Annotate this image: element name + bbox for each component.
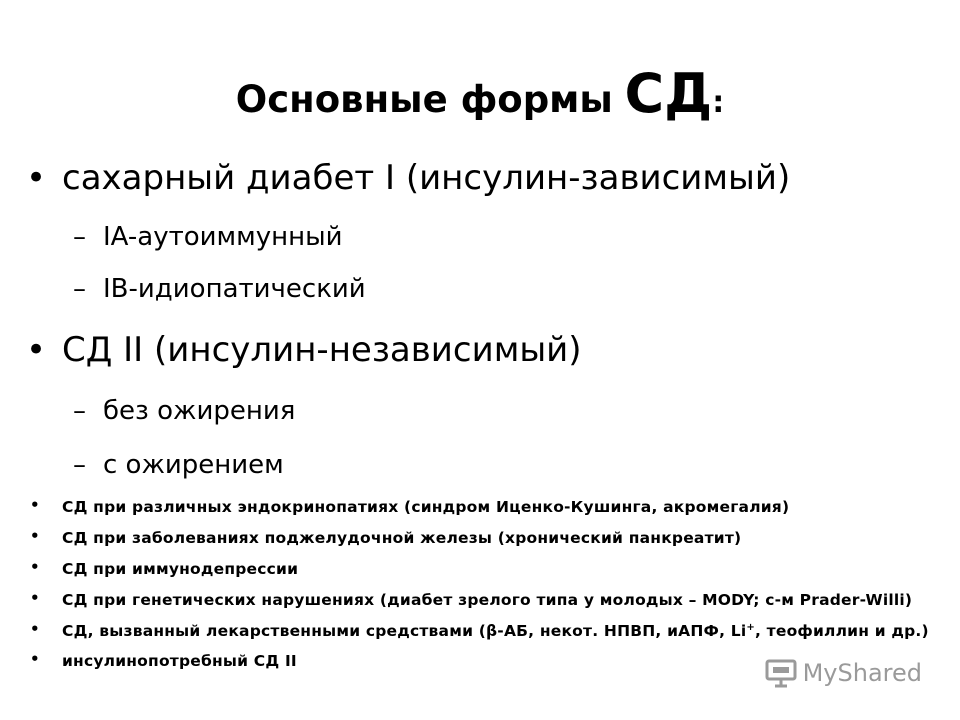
list-item — [30, 589, 913, 609]
slide-title-abbr: СД — [624, 62, 713, 125]
list-item-text: СД при различных эндокринопатиях (синдром Иценко-Кушинга, акромегалия) — [62, 498, 790, 516]
list-item — [30, 650, 297, 670]
list-item-text: СД при заболеваниях поджелудочной железы (хронический панкреатит) — [62, 529, 742, 547]
list-item — [30, 496, 790, 516]
bullet-marker: • — [30, 496, 40, 514]
watermark-text: MyShared — [802, 659, 922, 687]
list-item — [73, 222, 343, 252]
dash-marker: – — [73, 222, 86, 252]
slide-title-main: Основные формы — [235, 78, 613, 121]
list-item-text: сахарный диабет I (инсулин-зависимый) — [62, 158, 791, 198]
dash-marker: – — [73, 274, 86, 304]
dash-marker: – — [73, 450, 86, 480]
list-item-text: СД при иммунодепрессии — [62, 560, 299, 578]
bullet-marker: • — [30, 527, 40, 545]
list-item — [26, 158, 791, 198]
list-item-text: IB-идиопатический — [103, 274, 366, 304]
list-item-text: IA-аутоиммунный — [103, 222, 343, 252]
list-item-text: СД при генетических нарушениях (диабет зрелого типа у молодых – MODY; с-м Prader-Willi) — [62, 591, 913, 609]
bullet-marker: • — [26, 158, 47, 198]
watermark — [765, 658, 922, 688]
list-item — [30, 527, 742, 547]
list-item-text: СД II (инсулин-независимый) — [62, 330, 582, 370]
superscript-plus: + — [746, 622, 755, 633]
list-item-text-before: СД, вызванный лекарственными средствами (β-АБ, некот. НПВП, иАПФ, Li — [62, 622, 747, 641]
list-item — [73, 274, 366, 304]
list-item-text: инсулинопотребный СД II — [62, 652, 297, 670]
list-item-text: без ожирения — [103, 396, 296, 426]
bullet-marker: • — [30, 650, 40, 668]
presentation-board-icon — [765, 658, 797, 688]
list-item — [73, 450, 284, 480]
dash-marker: – — [73, 396, 86, 426]
list-item — [30, 558, 299, 578]
bullet-marker: • — [30, 558, 40, 576]
list-item-text-after: , теофиллин и др.) — [754, 622, 929, 641]
slide-title-colon: : — [712, 85, 725, 120]
list-item — [30, 620, 929, 641]
bullet-marker: • — [30, 620, 40, 638]
bullet-marker: • — [30, 589, 40, 607]
list-item — [26, 330, 582, 370]
list-item — [73, 396, 296, 426]
bullet-marker: • — [26, 330, 47, 370]
slide-title — [0, 62, 960, 125]
list-item-text: с ожирением — [103, 450, 284, 480]
